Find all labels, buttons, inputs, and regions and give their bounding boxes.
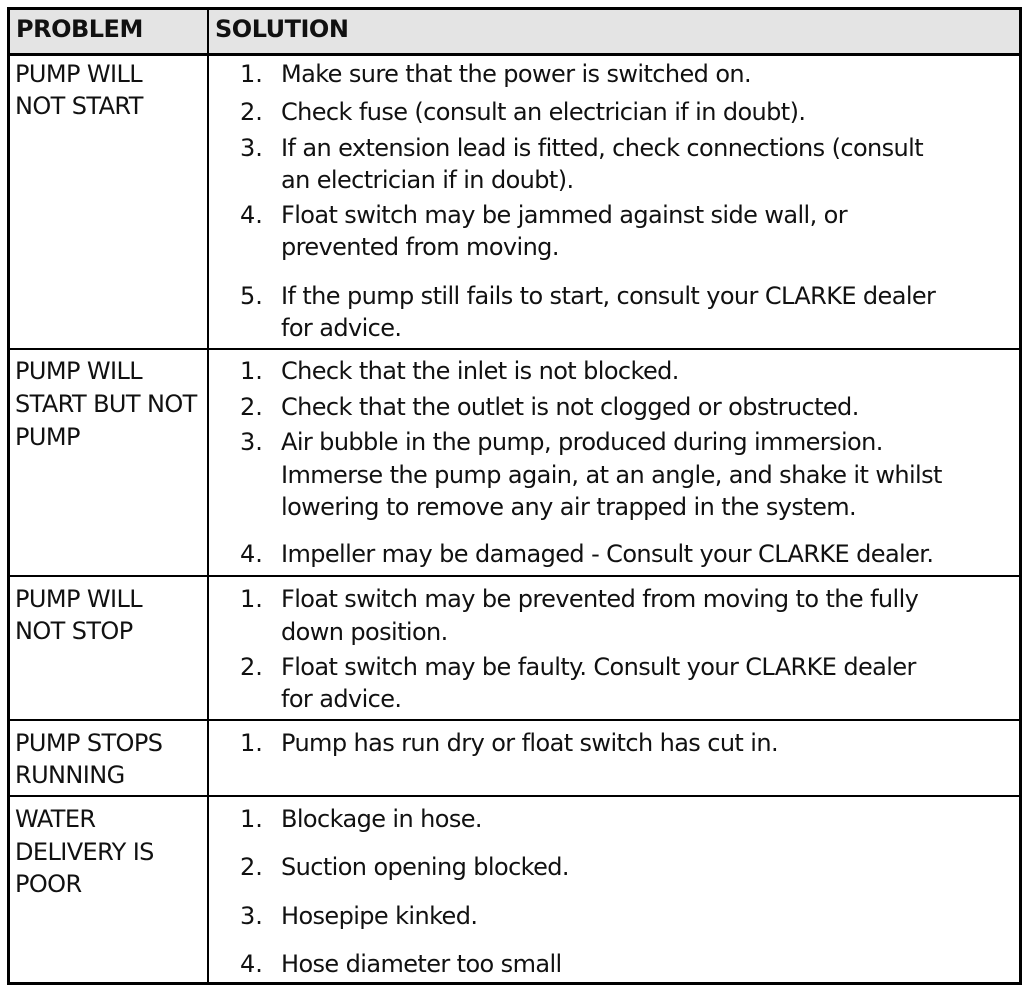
item-number: 1. xyxy=(240,805,263,833)
table-header xyxy=(10,10,1019,56)
item-number: 4. xyxy=(240,950,263,978)
solution-text: Suction opening blocked. xyxy=(281,853,569,881)
solution-text: Make sure that the power is switched on. xyxy=(281,60,752,88)
problem-text: RUNNING xyxy=(15,761,125,789)
problem-text: START BUT NOT xyxy=(15,390,197,418)
item-number: 2. xyxy=(240,653,263,681)
solution-text: Check that the inlet is not blocked. xyxy=(281,357,679,385)
solution-text: Float switch may be jammed against side wall, or xyxy=(281,201,848,229)
row-divider xyxy=(10,348,1019,350)
header-solution: SOLUTION xyxy=(215,15,349,43)
item-number: 5. xyxy=(240,282,263,310)
troubleshooting-table xyxy=(7,7,1022,985)
solution-text: Blockage in hose. xyxy=(281,805,482,833)
solution-text: Check fuse (consult an electrician if in doubt). xyxy=(281,98,806,126)
solution-text: for advice. xyxy=(281,685,402,713)
item-number: 1. xyxy=(240,60,263,88)
item-number: 2. xyxy=(240,853,263,881)
problem-text: PUMP WILL xyxy=(15,60,142,88)
item-number: 1. xyxy=(240,729,263,757)
solution-text: prevented from moving. xyxy=(281,233,559,261)
solution-text: Pump has run dry or float switch has cut in. xyxy=(281,729,778,757)
item-number: 3. xyxy=(240,902,263,930)
solution-text: Impeller may be damaged - Consult your CLARKE dealer. xyxy=(281,540,934,568)
solution-text: If an extension lead is fitted, check connections (consult xyxy=(281,134,924,162)
solution-text: an electrician if in doubt). xyxy=(281,166,574,194)
problem-text: PUMP xyxy=(15,423,80,451)
problem-text: PUMP STOPS xyxy=(15,729,163,757)
row-divider xyxy=(10,575,1019,577)
header-problem: PROBLEM xyxy=(16,15,143,43)
item-number: 3. xyxy=(240,134,263,162)
problem-text: NOT START xyxy=(15,92,143,120)
solution-text: Float switch may be prevented from moving to the fully xyxy=(281,585,919,613)
item-number: 1. xyxy=(240,357,263,385)
solution-text: Immerse the pump again, at an angle, and shake it whilst xyxy=(281,461,942,489)
problem-text: PUMP WILL xyxy=(15,585,142,613)
item-number: 4. xyxy=(240,540,263,568)
solution-text: Air bubble in the pump, produced during immersion. xyxy=(281,428,883,456)
row-divider xyxy=(10,795,1019,797)
solution-text: Hosepipe kinked. xyxy=(281,902,478,930)
solution-text: lowering to remove any air trapped in the system. xyxy=(281,493,857,521)
item-number: 3. xyxy=(240,428,263,456)
solution-text: Float switch may be faulty. Consult your CLARKE dealer xyxy=(281,653,916,681)
solution-text: down position. xyxy=(281,618,448,646)
solution-text: for advice. xyxy=(281,314,402,342)
problem-text: NOT STOP xyxy=(15,617,133,645)
problem-text: PUMP WILL xyxy=(15,357,142,385)
solution-text: Check that the outlet is not clogged or obstructed. xyxy=(281,393,859,421)
column-divider xyxy=(207,10,209,982)
solution-text: Hose diameter too small xyxy=(281,950,562,978)
problem-text: POOR xyxy=(15,870,82,898)
item-number: 4. xyxy=(240,201,263,229)
item-number: 2. xyxy=(240,98,263,126)
problem-text: WATER xyxy=(15,805,96,833)
item-number: 2. xyxy=(240,393,263,421)
item-number: 1. xyxy=(240,585,263,613)
solution-text: If the pump still fails to start, consult your CLARKE dealer xyxy=(281,282,936,310)
problem-text: DELIVERY IS xyxy=(15,838,154,866)
row-divider xyxy=(10,719,1019,721)
